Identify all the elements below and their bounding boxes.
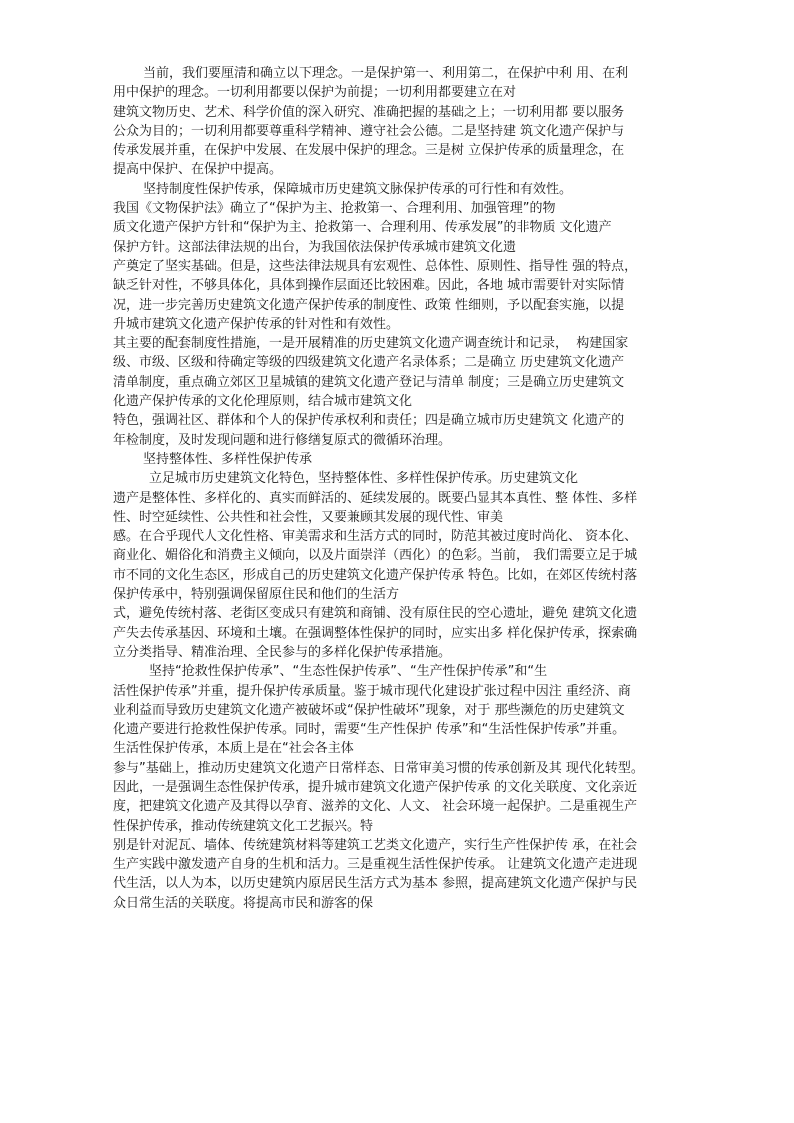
text-line: 建筑文物历史、艺术、科学价值的深入研究、准确把握的基础之上；一切利用都 要以服务 (113, 104, 625, 120)
text-line: 坚持“抢救性保护传承”、“生态性保护传承”、“生产性保护传承”和“生 (149, 664, 548, 680)
text-line: 保护方针。这部法律法规的出台，为我国依法保护传承城市建筑文化遗 (113, 239, 517, 255)
text-line: 坚持整体性、多样性保护传承 (143, 451, 313, 467)
text-line: 缺乏针对性，不够具体化，具体到操作层面还比较困难。因此，各地 城市需要针对实际情 (113, 278, 625, 294)
text-line: 年检制度，及时发现问题和进行修缮复原式的微循环治理。 (113, 432, 452, 448)
text-line: 其主要的配套制度性措施，一是开展精准的历史建筑文化遗产调查统计和记录， 构建国家 (113, 336, 629, 352)
text-line: 式，避免传统村落、老街区变成只有建筑和商铺、没有原住民的空心遗址，避免 建筑文化遗 (113, 606, 638, 622)
text-line: 生活性保护传承，本质上是在“社会各主体 (113, 741, 354, 757)
text-line: 度，把建筑文化遗产及其得以孕育、滋养的文化、人文、 社会环境一起保护。二是重视生产 (113, 799, 638, 815)
text-line: 公众为目的；一切利用都要尊重科学精神、遵守社会公德。二是坚持建 筑文化遗产保护与 (113, 123, 625, 139)
text-line: 活性保护传承”并重，提升保护传承质量。鉴于城市现代化建设扩张过程中因注 重经济、商 (113, 683, 631, 699)
text-line: 我国《文物保护法》确立了“保护为主、抢救第一、合理利用、加强管理”的物 (113, 201, 556, 217)
text-line: 因此，一是强调生态性保护传承，提升城市建筑文化遗产保护传承 的文化关联度、文化亲近 (113, 779, 638, 795)
text-line: 众日常生活的关联度。将提高市民和游客的保 (113, 895, 374, 911)
text-line: 化遗产要进行抢救性保护传承。同时，需要“生产性保护 传承”和“生活性保护传承”并重。 (113, 722, 626, 738)
text-line: 参与”基础上，推动历史建筑文化遗产日常样态、日常审美习惯的传承创新及其 现代化转型。 (113, 760, 644, 776)
text-line: 提高中保护、在保护中提高。 (113, 162, 283, 178)
text-line: 别是针对泥瓦、墙体、传统建筑材料等建筑工艺类文化遗产，实行生产性保护传 承，在社会 (113, 837, 638, 853)
text-line: 商业化、媚俗化和消费主义倾向，以及片面崇洋（西化）的色彩。当前， 我们需要立足于城 (113, 548, 638, 564)
text-line: 况，进一步完善历史建筑文化遗产保护传承的制度性、政策 性细则，予以配套实施，以提 (113, 297, 625, 313)
text-line: 保护传承中，特别强调保留原住民和他们的生活方 (113, 587, 400, 603)
text-line: 坚持制度性保护传承，保障城市历史建筑文脉保护传承的可行性和有效性。 (143, 181, 573, 197)
text-line: 立足城市历史建筑文化特色，坚持整体性、多样性保护传承。历史建筑文化 (149, 471, 579, 487)
text-line: 性保护传承，推动传统建筑文化工艺振兴。特 (113, 818, 374, 834)
text-line: 性、时空延续性、公共性和社会性，又要兼顾其发展的现代性、审美 (113, 509, 504, 525)
text-line: 生产实践中激发遗产自身的生机和活力。三是重视生活性保护传承。 让建筑文化遗产走进现 (113, 857, 638, 873)
text-line: 业利益而导致历史建筑文化遗产被破坏或“保护性破坏”现象，对于 那些濒危的历史建筑文 (113, 702, 625, 718)
text-line: 清单制度，重点确立郊区卫星城镇的建筑文化遗产登记与清单 制度；三是确立历史建筑文 (113, 374, 625, 390)
text-line: 级、市级、区级和待确定等级的四级建筑文化遗产名录体系；二是确立 历史建筑文化遗产 (113, 355, 625, 371)
text-line: 立分类指导、精准治理、全民参与的多样化保护传承措施。 (113, 644, 452, 660)
text-line: 市不同的文化生态区，形成自己的历史建筑文化遗产保护传承 特色。比如，在郊区传统村落 (113, 567, 638, 583)
text-line: 当前，我们要厘清和确立以下理念。一是保护第一、利用第二，在保护中利 用、在利 (143, 66, 629, 81)
text-line: 感。在合乎现代人文化性格、审美需求和生活方式的同时，防范其被过度时尚化、 资本化、 (113, 529, 638, 545)
text-line: 升城市建筑文化遗产保护传承的针对性和有效性。 (113, 316, 400, 332)
text-line: 质文化遗产保护方针和“保护为主、抢救第一、合理利用、传承发展”的非物质 文化遗产 (113, 220, 612, 236)
text-line: 化遗产保护传承的文化伦理原则，结合城市建筑文化 (113, 394, 413, 410)
text-line: 产失去传承基因、环境和土壤。在强调整体性保护的同时，应实出多 样化保护传承，探索确 (113, 625, 638, 641)
text-line: 遗产是整体性、多样化的、真实而鲜活的、延续发展的。既要凸显其本真性、整 体性、多样 (113, 490, 638, 506)
text-line: 特色，强调社区、群体和个人的保护传承权利和责任；四是确立城市历史建筑文 化遗产的 (113, 413, 625, 429)
text-line: 产奠定了坚实基础。但是，这些法律法规具有宏观性、总体性、原则性、指导性 强的特点， (113, 258, 638, 274)
text-line: 代生活，以人为本，以历史建筑内原居民生活方式为基本 参照，提高建筑文化遗产保护与民 (113, 876, 638, 892)
text-line: 传承发展并重，在保护中发展、在发展中保护的理念。三是树 立保护传承的质量理念，在 (113, 143, 625, 159)
text-line: 用中保护的理念。一切利用都要以保护为前提；一切利用都要建立在对 (113, 85, 517, 101)
document-body (113, 64, 683, 913)
